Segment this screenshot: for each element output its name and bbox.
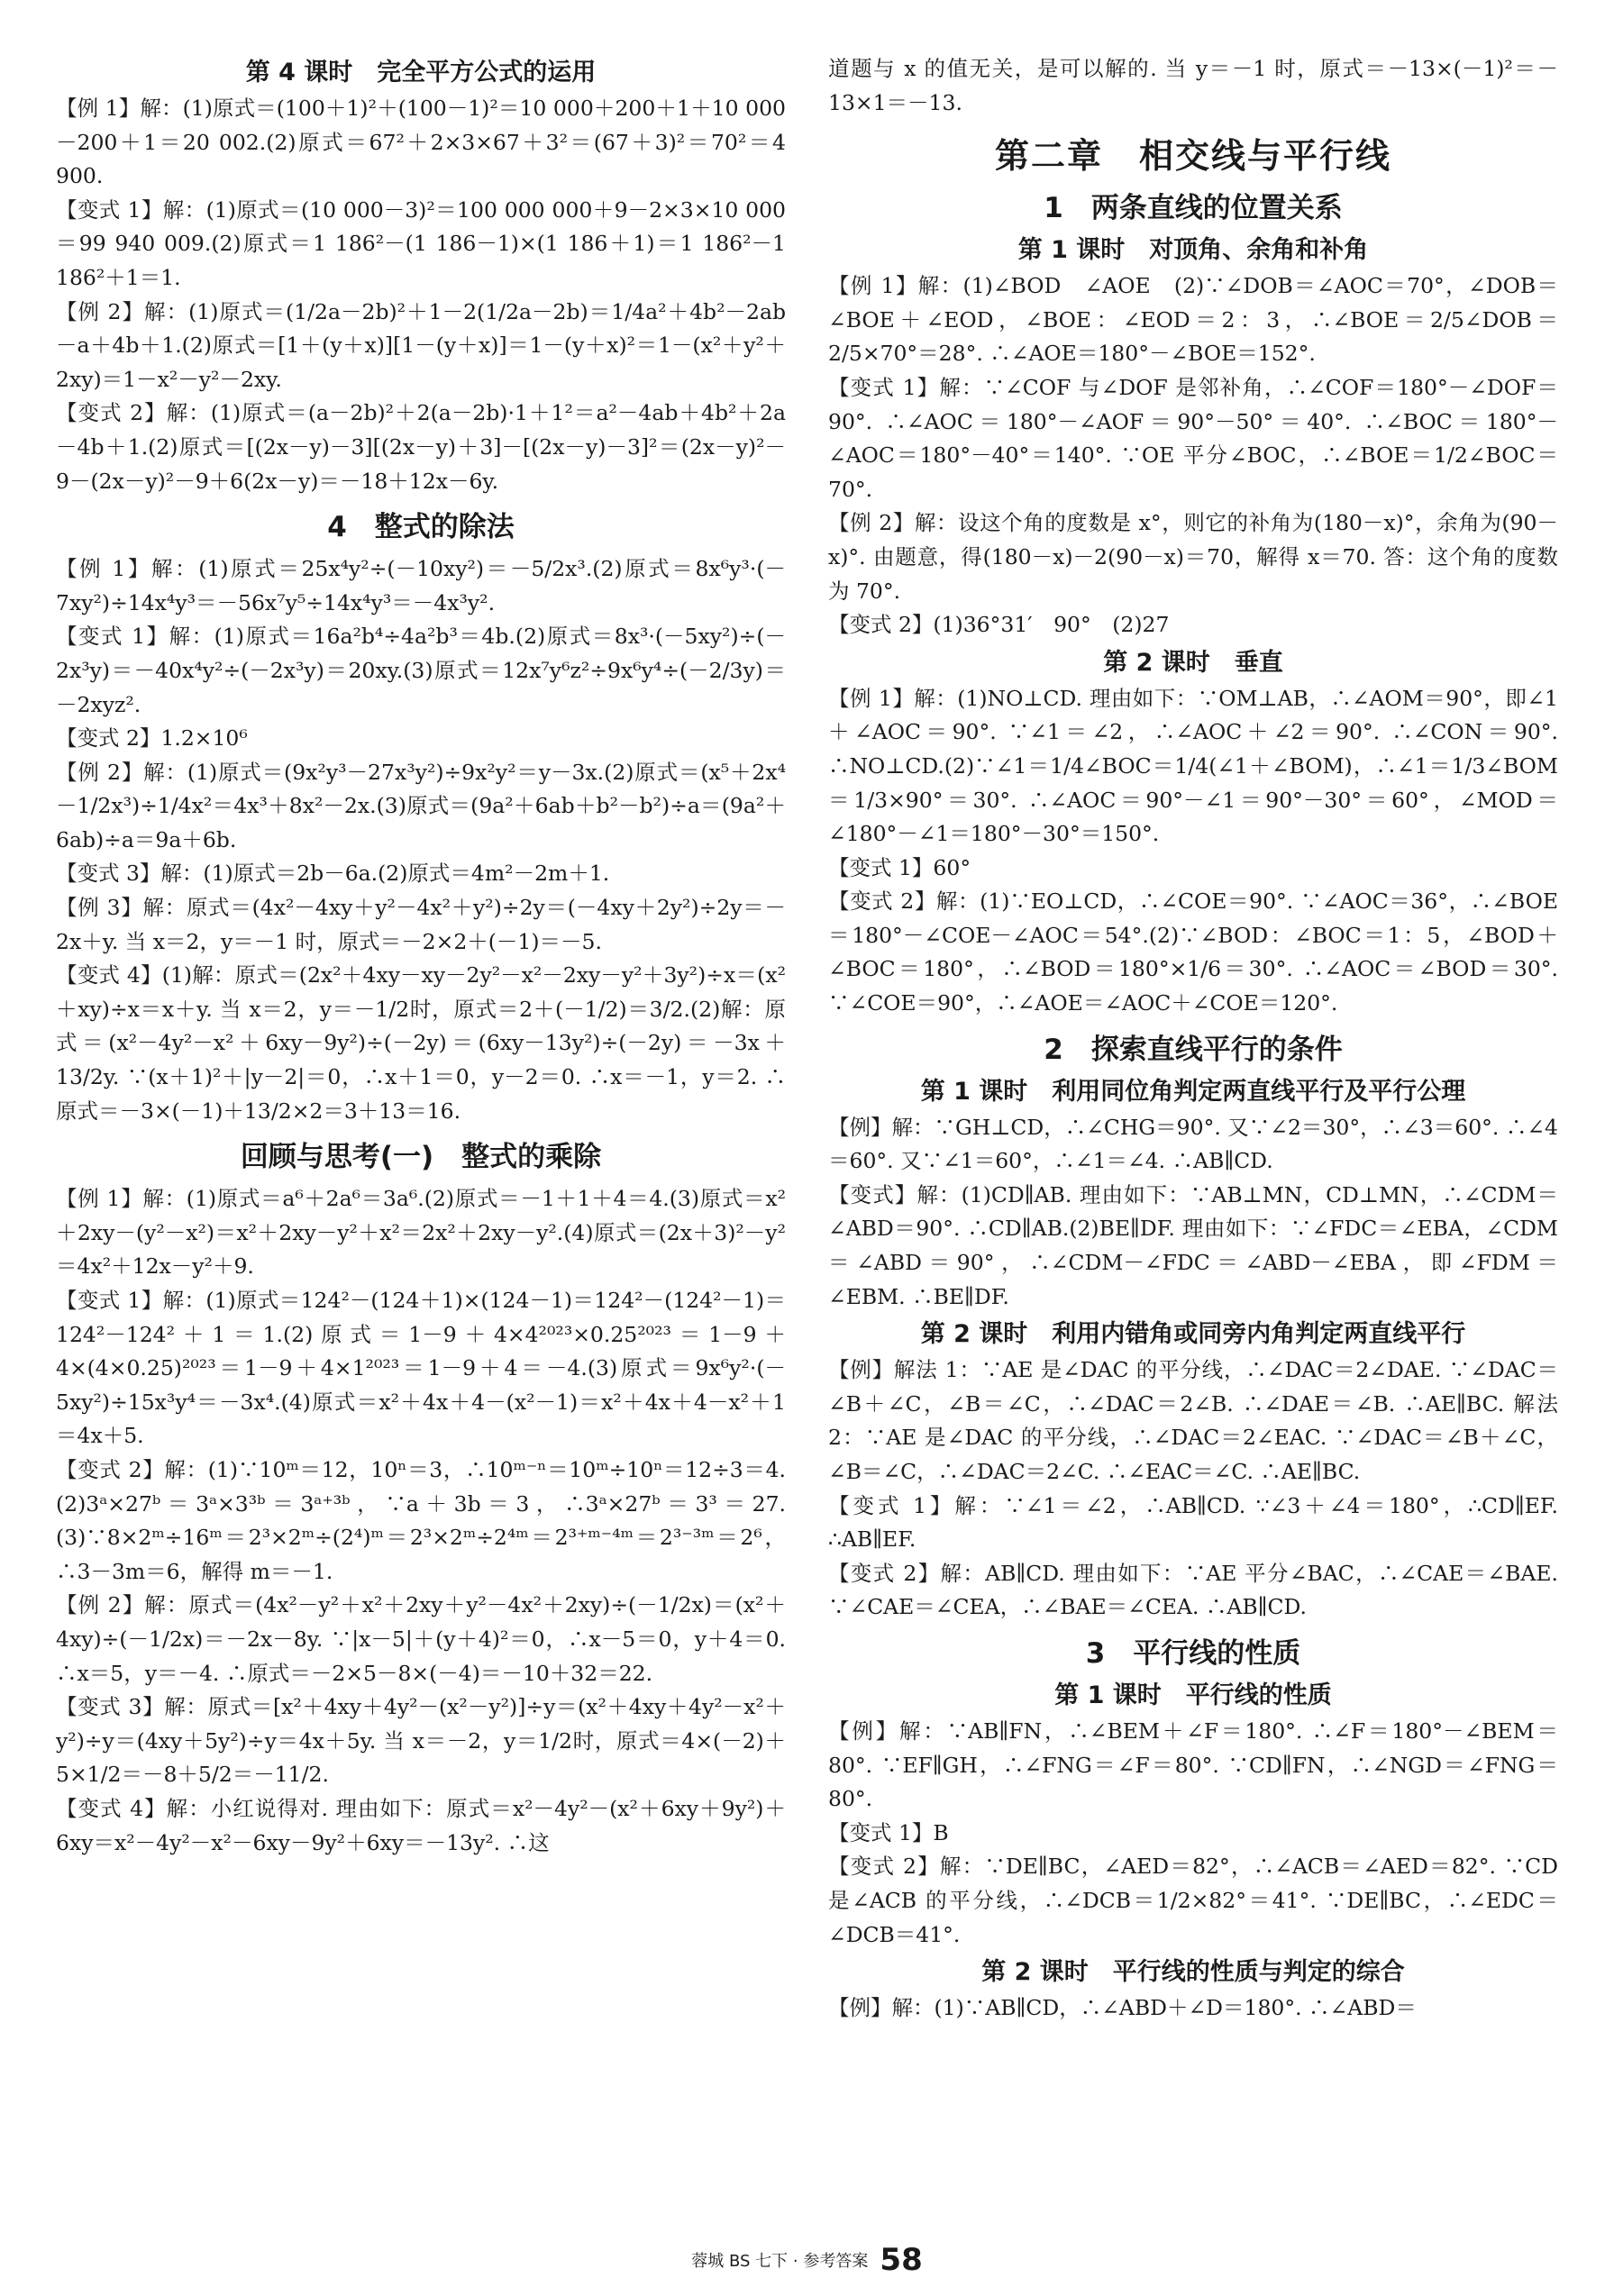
answer-paragraph: 【变式 3】解：原式＝[x²＋4xy＋4y²－(x²－y²)]÷y＝(x²＋4xy＋4y²－x²＋y²)÷y＝(4xy＋5y²)÷y＝4x＋5y. 当 x＝－2，y＝1/2时，原式＝4×(－2)＋5×1/2＝－8＋5/2＝－11/2. — [56, 1694, 786, 1788]
section-heading: 1 两条直线的位置关系 — [1044, 192, 1343, 225]
lesson-heading: 第 4 课时 完全平方公式的运用 — [245, 59, 597, 87]
lesson-heading: 第 2 课时 平行线的性质与判定的综合 — [981, 1958, 1405, 1987]
answer-paragraph: 【变式 1】解：(1)原式＝124²－(124＋1)×(124－1)＝124²－(124²－1)＝124²－124²＋1＝1.(2)原式＝1－9＋4×4²⁰²³×0.25²⁰²³＝1－9＋4×(4×0.25)²⁰²³＝1－9＋4×1²⁰²³＝1－9＋4＝－4.(3)原式＝9x⁶y²·(－5xy²)÷15x³y⁴＝－3x⁴.(4)原式＝x²＋4x＋4－(x²－1)＝x²＋4x＋4－x²＋1＝4x＋5. — [56, 1288, 786, 1449]
answer-paragraph: 【例 1】解：(1)∠BOD ∠AOE (2)∵∠DOB＝∠AOC＝70°，∠DOB＝∠BOE＋∠EOD，∠BOE：∠EOD＝2：3，∴∠BOE＝2/5∠DOB＝2/5×70°＝28°. ∴∠AOE＝180°－∠BOE＝152°. — [828, 273, 1558, 367]
answer-paragraph: 【例 1】解：(1)原式＝(100＋1)²＋(100－1)²＝10 000＋200＋1＋10 000－200＋1＝20 002.(2)原式＝67²＋2×3×67＋3²＝(67＋3)²＝70²＝4 900. — [56, 96, 786, 189]
answer-paragraph: 【变式 1】60° — [828, 854, 971, 880]
answer-paragraph: 【例 1】解：(1)NO⊥CD. 理由如下：∵OM⊥AB，∴∠AOM＝90°，即∠1＋∠AOC＝90°. ∵∠1＝∠2，∴∠AOC＋∠2＝90°. ∴∠CON＝90°. ∴NO⊥CD.(2)∵∠1＝1/4∠BOC＝1/4(∠1＋∠BOM)，∴∠1＝1/3∠BOM＝1/3×90°＝30°. ∴∠AOC＝90°－∠1＝90°－30°＝60°，∠MOD＝∠180°－∠1＝180°－30°＝150°. — [828, 685, 1558, 847]
answer-paragraph: 【例 1】解：(1)原式＝25x⁴y²÷(－10xy²)＝－5/2x³.(2)原式＝8x⁶y³·(－7xy²)÷14x⁴y³＝－56x⁷y⁵÷14x⁴y³＝－4x³y². — [56, 556, 786, 615]
answer-paragraph: 【变式 4】解：小红说得对. 理由如下：原式＝x²－4y²－(x²＋6xy＋9y²)＋6xy＝x²－4y²－x²－6xy－9y²＋6xy＝－13y². ∴这 — [56, 1795, 786, 1855]
answer-paragraph: 【变式 2】(1)36°31′ 90° (2)27 — [828, 612, 1170, 638]
answer-paragraph: 【变式 2】1.2×10⁶ — [56, 725, 248, 752]
answer-paragraph: 【变式 1】解：(1)原式＝(10 000－3)²＝100 000 000＋9－2×3×10 000＝99 940 009.(2)原式＝1 186²－(1 186－1)×(1 186＋1)＝1 186²－1 186²＋1＝1. — [56, 196, 786, 290]
answer-paragraph: 【例 2】解：设这个角的度数是 x°，则它的补角为(180－x)°，余角为(90－x)°. 由题意，得(180－x)－2(90－x)＝70，解得 x＝70. 答：这个角的度数为 70°. — [828, 510, 1558, 604]
page-number: 58 — [880, 2242, 923, 2278]
answer-paragraph: 【变式 1】解：(1)原式＝16a²b⁴÷4a²b³＝4b.(2)原式＝8x³·(－5xy²)÷(－2x³y)＝－40x⁴y²÷(－2x³y)＝20xy.(3)原式＝12x⁷y⁶z²÷9x⁶y⁴÷(－2/3y)＝－2xyz². — [56, 624, 786, 717]
left-column — [56, 52, 786, 2233]
answer-paragraph: 【变式 2】解：(1)∵10ᵐ＝12，10ⁿ＝3，∴10ᵐ⁻ⁿ＝10ᵐ÷10ⁿ＝12÷3＝4.(2)3ᵃ×27ᵇ＝3ᵃ×3³ᵇ＝3ᵃ⁺³ᵇ，∵a＋3b＝3，∴3ᵃ×27ᵇ＝3³＝27.(3)∵8×2ᵐ÷16ᵐ＝2³×2ᵐ÷(2⁴)ᵐ＝2³×2ᵐ÷2⁴ᵐ＝2³⁺ᵐ⁻⁴ᵐ＝2³⁻³ᵐ＝2⁶，∴3－3m＝6，解得 m＝－1. — [56, 1456, 786, 1584]
answer-paragraph: 【变式 2】解：∵DE∥BC，∠AED＝82°，∴∠ACB＝∠AED＝82°. ∵CD 是∠ACB 的平分线，∴∠DCB＝1/2×82°＝41°. ∵DE∥BC，∴∠EDC＝∠DCB＝41°. — [828, 1854, 1558, 1947]
answer-paragraph: 【例 3】解：原式＝(4x²－4xy＋y²－4x²＋y²)÷2y＝(－4xy＋2y²)÷2y＝－2x＋y. 当 x＝2，y＝－1 时，原式＝－2×2＋(－1)＝－5. — [56, 895, 786, 954]
answer-paragraph: 【变式】解：(1)CD∥AB. 理由如下：∵AB⊥MN，CD⊥MN，∴∠CDM＝∠ABD＝90°. ∴CD∥AB.(2)BE∥DF. 理由如下：∵∠FDC＝∠EBA，∠CDM＝∠ABD＝90°，∴∠CDM－∠FDC＝∠ABD－∠EBA，即∠FDM＝∠EBM. ∴BE∥DF. — [828, 1181, 1558, 1309]
answer-paragraph: 【例】解法 1：∵AE 是∠DAC 的平分线，∴∠DAC＝2∠DAE. ∵∠DAC＝∠B＋∠C，∠B＝∠C，∴∠DAC＝2∠B. ∴∠DAE＝∠B. ∴AE∥BC. 解法 2：∵AE 是∠DAC 的平分线，∴∠DAC＝2∠EAC. ∵∠DAC＝∠B＋∠C，∠B＝∠C，∴∠DAC＝2∠C. ∴∠EAC＝∠C. ∴AE∥BC. — [828, 1357, 1558, 1484]
answer-paragraph: 【例】解：(1)∵AB∥CD，∴∠ABD＋∠D＝180°. ∴∠ABD＝ — [828, 1995, 1417, 2021]
answer-paragraph: 【例 2】解：(1)原式＝(1/2a－2b)²＋1－2(1/2a－2b)＝1/4a²＋4b²－2ab－a＋4b＋1.(2)原式＝[1＋(y＋x)][1－(y＋x)]＝1－(y＋x)²＝1－(x²＋y²＋2xy)＝1－x²－y²－2xy. — [56, 298, 786, 392]
lesson-heading: 第 1 课时 利用同位角判定两直线平行及平行公理 — [920, 1077, 1466, 1106]
answer-paragraph: 【例】解：∵GH⊥CD，∴∠CHG＝90°. 又∵∠2＝30°，∴∠3＝60°. ∴∠4＝60°. 又∵∠1＝60°，∴∠1＝∠4. ∴AB∥CD. — [828, 1114, 1558, 1174]
answer-paragraph: 【例】解：∵AB∥FN，∴∠BEM＋∠F＝180°. ∴∠F＝180°－∠BEM＝80°. ∵EF∥GH，∴∠FNG＝∠F＝80°. ∵CD∥FN，∴∠NGD＝∠FNG＝80°. — [828, 1717, 1558, 1812]
answer-paragraph: 【例 1】解：(1)原式＝a⁶＋2a⁶＝3a⁶.(2)原式＝－1＋1＋4＝4.(3)原式＝x²＋2xy－(y²－x²)＝x²＋2xy－y²＋x²＝2x²＋2xy－y².(4)原式＝(2x＋3)²－y²＝4x²＋12x－y²＋9. — [56, 1186, 786, 1280]
answer-paragraph: 道题与 x 的值无关，是可以解的. 当 y＝－1 时，原式＝－13×(－1)²＝－13×1＝－13. — [828, 56, 1558, 115]
section-heading: 2 探索直线平行的条件 — [1044, 1033, 1343, 1066]
answer-paragraph: 【变式 2】解：(1)原式＝(a－2b)²＋2(a－2b)·1＋1²＝a²－4ab＋4b²＋2a－4b＋1.(2)原式＝[(2x－y)－3][(2x－y)＋3]－[(2x－y)－3]²＝(2x－y)²－9－(2x－y)²－9＋6(2x－y)＝－18＋12x－6y. — [56, 400, 786, 494]
footer-source: 蓉城 BS 七下 · 参考答案 — [691, 2252, 869, 2271]
lesson-heading: 第 2 课时 垂直 — [1103, 648, 1283, 677]
answer-paragraph: 【变式 3】解：(1)原式＝2b－6a.(2)原式＝4m²－2m＋1. — [56, 861, 610, 887]
answer-paragraph: 【变式 2】解：AB∥CD. 理由如下：∵AE 平分∠BAC，∴∠CAE＝∠BAE. ∵∠CAE＝∠CEA，∴∠BAE＝∠CEA. ∴AB∥CD. — [828, 1560, 1558, 1620]
answer-paragraph: 【变式 2】解：(1)∵EO⊥CD，∴∠COE＝90°. ∵∠AOC＝36°，∴∠BOE＝180°－∠COE－∠AOC＝54°.(2)∵∠BOD：∠BOC＝1：5，∠BOD＋∠BOC＝180°，∴∠BOD＝180°×1/6＝30°. ∴∠AOC＝∠BOD＝30°. ∵∠COE＝90°，∴∠AOE＝∠AOC＋∠COE＝120°. — [828, 888, 1558, 1016]
lesson-heading: 第 1 课时 对顶角、余角和补角 — [1017, 236, 1369, 265]
lesson-heading: 第 1 课时 平行线的性质 — [1054, 1681, 1332, 1709]
answer-paragraph: 【变式 1】解：∵∠COF 与∠DOF 是邻补角，∴∠COF＝180°－∠DOF＝90°. ∴∠AOC＝180°－∠AOF＝90°－50°＝40°. ∴∠BOC＝180°－∠AOC＝180°－40°＝140°. ∵OE 平分∠BOC，∴∠BOE＝1/2∠BOC＝70°. — [828, 374, 1558, 502]
answer-paragraph: 【变式 1】解：∵∠1＝∠2，∴AB∥CD. ∵∠3＋∠4＝180°，∴CD∥EF. ∴AB∥EF. — [828, 1492, 1558, 1553]
section-heading: 4 整式的除法 — [327, 511, 515, 544]
answer-paragraph: 【变式 4】(1)解：原式＝(2x²＋4xy－xy－2y²－x²－2xy－y²＋3y²)÷x＝(x²＋xy)÷x＝x＋y. 当 x＝2，y＝－1/2时，原式＝2＋(－1/2)＝3/2.(2)解：原式＝(x²－4y²－x²＋6xy－9y²)÷(－2y)＝(6xy－13y²)÷(－2y)＝－3x＋13/2y. ∵(x＋1)²＋|y－2|＝0，∴x＋1＝0，y－2＝0. ∴x＝－1，y＝2. ∴原式＝－3×(－1)＋13/2×2＝3＋13＝16. — [56, 962, 786, 1124]
page-footer — [0, 2242, 1614, 2278]
chapter-heading: 第二章 相交线与平行线 — [994, 136, 1391, 177]
section-heading: 3 平行线的性质 — [1085, 1636, 1301, 1670]
section-heading: 回顾与思考(一) 整式的乘除 — [240, 1141, 602, 1174]
answer-paragraph: 【例 2】解：(1)原式＝(9x²y³－27x³y²)÷9x²y²＝y－3x.(2)原式＝(x⁵＋2x⁴－1/2x³)÷1/4x²＝4x³＋8x²－2x.(3)原式＝(9a²＋6ab＋b²－b²)÷a＝(9a²＋6ab)÷a＝9a＋6b. — [56, 759, 786, 852]
answer-paragraph: 【变式 1】B — [828, 1819, 949, 1845]
right-column — [828, 52, 1558, 2233]
lesson-heading: 第 2 课时 利用内错角或同旁内角判定两直线平行 — [920, 1320, 1466, 1349]
answer-paragraph: 【例 2】解：原式＝(4x²－y²＋x²＋2xy＋y²－4x²＋2xy)÷(－1/2x)＝(x²＋4xy)÷(－1/2x)＝－2x－8y. ∵|x－5|＋(y＋4)²＝0，∴x－5＝0，y＋4＝0. ∴x＝5，y＝－4. ∴原式＝－2×5－8×(－4)＝－10＋32＝22. — [56, 1592, 786, 1686]
